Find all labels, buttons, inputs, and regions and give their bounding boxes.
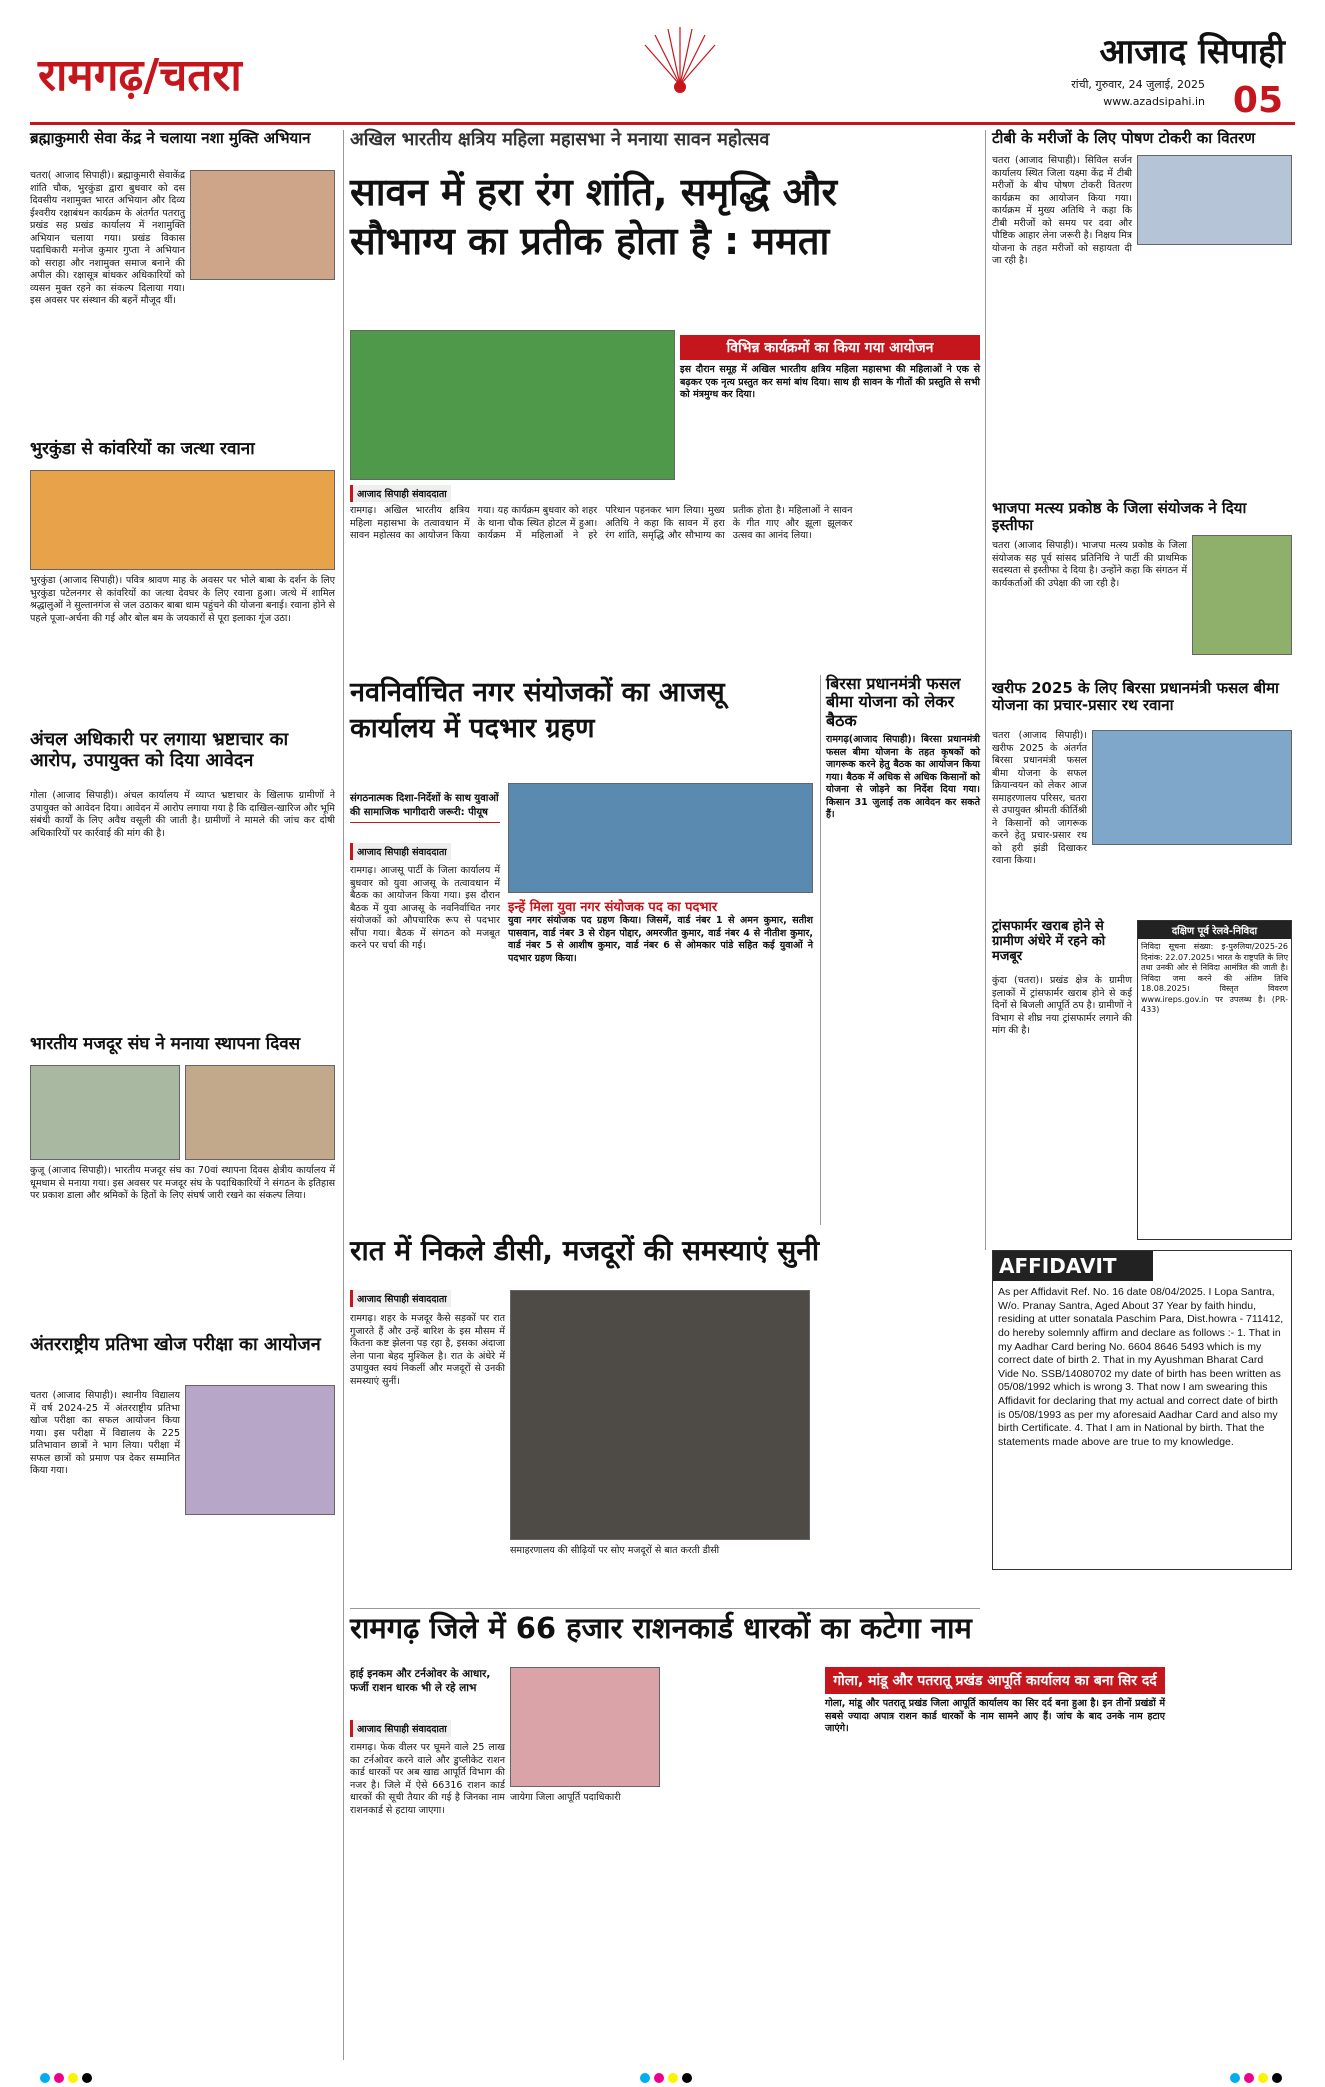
caption-night-dc: समाहरणालय की सीढ़ियों पर सोए मजदूरों से बात करती डीसी	[510, 1545, 720, 1556]
story-sawan	[350, 130, 980, 670]
column-left	[30, 130, 338, 2060]
headline-corruption: अंचल अधिकारी पर लगाया भ्रष्टाचार का आरोप, उपायुक्त को दिया आवेदन	[30, 729, 289, 771]
article-nasha-mukti-cont	[30, 285, 335, 435]
photo-ajsu	[508, 783, 813, 893]
sub-ajsu: संगठनात्मक दिशा-निर्देशों के साथ युवाओं की सामाजिक भागीदारी जरूरी: पीयूष	[350, 790, 500, 823]
article-night-dc-cont	[820, 1290, 980, 1595]
byline-night-dc: आजाद सिपाही संवाददाता	[350, 1290, 451, 1307]
color-registration-marks-right	[1230, 2068, 1286, 2087]
headline-mazdoor-sangh: भारतीय मजदूर संघ ने मनाया स्थापना दिवस	[30, 1034, 301, 1054]
photo-kharif-rath	[1092, 730, 1292, 845]
photo-mazdoor-sangh-1	[30, 1065, 180, 1160]
article-ajsu-cont	[508, 1055, 813, 1225]
headline-transformer: ट्रांसफार्मर खराब होने से ग्रामीण अंधेरे में रहने को मजबूर	[992, 919, 1106, 964]
article-fasal-bima: रामगढ़(आजाद सिपाही)। बिरसा प्रधानमंत्री फसल बीमा योजना के तहत कृषकों को जागरूक करने हेतु बैठक का आयोजन किया गया। बैठक में अधिक से अधिक किसानों को योजना से जोड़ने का निर्देश दिया गया। किसान 31 जुलाई तक आवेदन कर सकते हैं।	[826, 734, 980, 821]
headline-ajsu: नवनिर्वाचित नगर संयोजकों का आजसू कार्यालय में पदभार ग्रहण	[350, 677, 725, 745]
photo-kanwariya	[30, 470, 335, 570]
paper-name: आजाद सिपाही	[1099, 32, 1285, 72]
column-right	[992, 130, 1295, 2060]
photo-pratibha-khoj	[185, 1385, 335, 1515]
photo-brahmakumari	[190, 170, 335, 280]
photo-supply-officer	[510, 1667, 660, 1787]
photo-sawan-women	[350, 330, 675, 480]
headline-kanwar: भुरकुंडा से कांवरियों का जत्था रवाना	[30, 439, 255, 459]
photo-tb	[1137, 155, 1292, 245]
sidebar-fasal-bima	[820, 675, 980, 1225]
kicker-sawan: अखिल भारतीय क्षत्रिय महिला महासभा ने मनाया सावन महोत्सव	[350, 129, 770, 150]
box-gola-mandu-text: गोला, मांडू और पतरातू प्रखंड जिला आपूर्ति कार्यालय का सिर दर्द बना हुआ है। इन तीनों प्रखंडों में सबसे ज्यादा अपात्र राशन कार्ड धारकों के नाम सामने आए हैं। जांच के बाद उनके नाम हटाए जाएंगे।	[825, 1698, 1165, 1735]
photo-mazdoor-sangh-2	[185, 1065, 335, 1160]
article-tb: चतरा (आजाद सिपाही)। सिविल सर्जन कार्यालय स्थित जिला यक्ष्मा केंद्र में टीबी मरीजों के बीच पोषण टोकरी वितरण कार्यक्रम का आयोजन किया गया। कार्यक्रम में मुख्य अतिथि ने कहा कि टीबी मरीजों को समय पर दवा और पौष्टिक आहार लेना जरूरी है। निक्षय मित्र योजना के तहत मरीजों को सहायता दी जा रही है।	[992, 155, 1132, 267]
article-mazdoor-sangh: कुजू (आजाद सिपाही)। भारतीय मजदूर संघ का 70वां स्थापना दिवस क्षेत्रीय कार्यालय में धूमधाम से मनाया गया। इस अवसर पर मजदूर संघ के पदाधिकारियों ने संगठन के इतिहास पर प्रकाश डाला और श्रमिकों के हितों के लिए संघर्ष जारी रखने का संकल्प लिया।	[30, 1165, 335, 1202]
byline-sawan: आजाद सिपाही संवाददाता	[350, 485, 451, 502]
caption-title-ajsu: इन्हें मिला युवा नगर संयोजक पद का पदभार	[508, 900, 718, 915]
headline-kharif: खरीफ 2025 के लिए बिरसा प्रधानमंत्री फसल बीमा योजना का प्रचार-प्रसार रथ रवाना	[992, 679, 1279, 715]
article-sawan: रामगढ़। अखिल भारतीय क्षत्रिय महिला महासभा के तत्वावधान में सावन महोत्सव का आयोजन किया गया। यह कार्यक्रम बुधवार को शहर के थाना चौक स्थित होटल में हुआ। कार्यक्रम में महिलाओं ने हरे परिधान पहनकर भाग लिया। मुख्य अतिथि ने कहा कि सावन में हरा रंग शांति, समृद्धि और सौभाग्य का प्रतीक होता है। महिलाओं ने सावन के गीत गाए और झूला झूलकर उत्सव का आनंद लिया।	[350, 505, 853, 542]
article-transformer: कुंदा (चतरा)। प्रखंड क्षेत्र के ग्रामीण इलाकों में ट्रांसफार्मर खराब होने से कई दिनों से बिजली आपूर्ति ठप है। ग्रामीणों ने विभाग से शीघ्र नया ट्रांसफार्मर लगाने की मांग की है।	[992, 975, 1132, 1037]
headline-pratibha-khoj: अंतरराष्ट्रीय प्रतिभा खोज परीक्षा का आयोजन	[30, 1334, 321, 1355]
color-registration-marks	[40, 2068, 96, 2087]
website-url[interactable]: www.azadsipahi.in	[1103, 95, 1205, 108]
tender-text: निविदा सूचना संख्या: इ-पुरुलिया/2025-26 दिनांक: 22.07.2025। भारत के राष्ट्रपति के लिए तथा उनकी ओर से निविदा आमंत्रित की जाती है। निविदा जमा करने की अंतिम तिथि 18.08.2025। विस्तृत विवरण www.ireps.gov.in पर उपलब्ध है। (PR-433)	[1141, 942, 1288, 1015]
sub-ration: हाई इनकम और टर्नओवर के आधार, फर्जी राशन धारक भी ले रहे लाभ	[350, 1668, 491, 1694]
article-pratibha-khoj: चतरा (आजाद सिपाही)। स्थानीय विद्यालय में वर्ष 2024-25 में अंतरराष्ट्रीय प्रतिभा खोज परीक्षा का सफल आयोजन किया गया। इस परीक्षा में विद्यालय के 225 प्रतिभावान छात्रों ने भाग लिया। परीक्षा में सफल छात्रों को प्रमाण पत्र देकर सम्मानित किया गया।	[30, 1390, 180, 1477]
section-title: रामगढ़/चतरा	[38, 50, 242, 101]
photo-night-dc	[510, 1290, 810, 1540]
photo-bjp-leader	[1192, 535, 1292, 655]
caption-box-ajsu	[508, 897, 813, 1047]
sidebar-sawan	[680, 335, 980, 480]
tender-title: दक्षिण पूर्व रेलवे-निविदा	[1138, 921, 1291, 939]
affidavit-notice	[992, 1250, 1292, 1570]
affidavit-text: As per Affidavit Ref. No. 16 date 08/04/2025. I Lopa Santra, W/o. Pranay Santra, Aged About 37 Year by faith hindu, residing at utter sonatala Paschim Para, Dist.howra - 711412, do hereby solemnly affirm and declare as follows :- 1. That in my Aadhar Card bering No. 6604 8646 5493 which is my correct date of birth 2. That in my Ayushman Bharat Card Vide No. SSB/14080702 my date of birth has been written as 05/08/1992 which is wrong 3. That now I am swearing this Affidavit for declaring that my actual and correct date of birth is 05/08/1993 as per my aforesaid Aadhar Card and also my birth Certificate. 4. That I am in National by birth. That the statements made above are true to my knowledge.	[998, 1286, 1284, 1449]
page-number: 05	[1232, 80, 1283, 121]
article-night-dc: रामगढ़। शहर के मजदूर कैसे सड़कों पर रात गुजारते हैं और उन्हें बारिश के इस मौसम में कितना कष्ट झेलना पड़ रहा है, इसका अंदाजा लेना पाना बेहद मुश्किल है। रात के अंधेरे में उपायुक्त स्वयं निकलीं और मजदूरों से उनकी समस्याएं सुनीं।	[350, 1313, 505, 1387]
headline-night-dc: रात में निकले डीसी, मजदूरों की समस्याएं सुनी	[350, 1234, 820, 1267]
article-ajsu: रामगढ़। आजसू पार्टी के जिला कार्यालय में बुधवार को युवा आजसू के तत्वावधान में बैठक का आयोजन किया गया। इस दौरान बैठक में युवा आजसू के नवनिर्वाचित नगर संयोजकों को औपचारिक रूप से पदभार सौंपा गया। बैठक में संगठन को मजबूत करने पर चर्चा की गई।	[350, 865, 500, 952]
story-ajsu	[350, 675, 980, 1230]
masthead-rule	[30, 122, 1295, 125]
headline-fasal-bima: बिरसा प्रधानमंत्री फसल बीमा योजना को लेकर बैठक	[826, 674, 961, 730]
affidavit-title: AFFIDAVIT	[993, 1251, 1153, 1281]
byline-ration: आजाद सिपाही संवाददाता	[350, 1720, 451, 1737]
caption-text-ajsu: युवा नगर संयोजक पद ग्रहण किया। जिसमें, वार्ड नंबर 1 से अमन कुमार, सतीश पासवान, वार्ड नंबर 3 से रोहन पोद्दार, अमरजीत कुमार, वार्ड नंबर 4 से नीतीश कुमार, वार्ड नंबर 5 से आशीष कुमार, वार्ड नंबर 6 से ओमकार पांडे सहित कई युवाओं ने पदभार ग्रहण किया।	[508, 915, 813, 964]
dateline: रांची, गुरुवार, 24 जुलाई, 2025	[1071, 78, 1205, 91]
headline-sawan: सावन में हरा रंग शांति, समृद्धि और सौभाग्य का प्रतीक होता है : ममता	[350, 170, 837, 264]
tender-notice	[1137, 920, 1292, 1240]
article-kharif: चतरा (आजाद सिपाही)। खरीफ 2025 के अंतर्गत बिरसा प्रधानमंत्री फसल बीमा योजना के सफल क्रियान्वयन को लेकर आज समाहरणालय परिसर, चतरा से उपायुक्त श्रीमती कीर्तिश्री ने किसानों को जागरूक करने हेतु प्रचार-प्रसार रथ को हरी झंडी दिखाकर रवाना किया।	[992, 730, 1087, 867]
byline-ajsu: आजाद सिपाही संवाददाता	[350, 843, 451, 860]
headline-nasha-mukti: ब्रह्माकुमारी सेवा केंद्र ने चलाया नशा मुक्ति अभियान	[30, 129, 311, 147]
article-ration: रामगढ़। फेक वीलर पर घूमने वाले 25 लाख का टर्नओवर करने वाले और डुप्लीकेट राशन कार्ड धारकों पर अब खाद्य आपूर्ति विभाग की नजर है। जिले में ऐसे 66316 राशन कार्ड धारकों की सूची तैयार की गई है जिनका नाम राशनकार्ड से हटाया जाएगा।	[350, 1742, 505, 1816]
headline-bjp-resign: भाजपा मत्स्य प्रकोष्ठ के जिला संयोजक ने दिया इस्तीफा	[992, 499, 1247, 535]
headline-tb: टीबी के मरीजों के लिए पोषण टोकरी का वितरण	[992, 129, 1256, 147]
sidebar-sawan-title: विभिन्न कार्यक्रमों का किया गया आयोजन	[680, 335, 980, 360]
masthead	[30, 25, 1295, 125]
caption-supply-officer: जायेगा जिला आपूर्ति पदाधिकारी	[510, 1792, 621, 1803]
headline-ration: रामगढ़ जिले में 66 हजार राशनकार्ड धारकों का कटेगा नाम	[350, 1611, 972, 1645]
box-gola-mandu-title: गोला, मांडू और पतरातू प्रखंड आपूर्ति कार्यालय का बना सिर दर्द	[825, 1667, 1165, 1694]
article-bjp-resign: चतरा (आजाद सिपाही)। भाजपा मत्स्य प्रकोष्ठ के जिला संयोजक सह पूर्व सांसद प्रतिनिधि ने पार्टी की प्राथमिक सदस्यता से इस्तीफा दे दिया है। उन्होंने कहा कि संगठन में कार्यकर्ताओं की उपेक्षा की जा रही है।	[992, 540, 1187, 589]
article-nasha-mukti: चतरा( आजाद सिपाही)। ब्रह्माकुमारी सेवाकेंद्र शांति चौक, भुरकुंडा द्वारा बुधवार को दस दिवसीय नशामुक्त भारत अभियान और दिव्य ईश्वरीय रक्षाबंधन कार्यक्रम के अंतर्गत पतरातु प्रखंड सह प्रखंड कार्यालय में नशामुक्ति अभियान चलाया गया। प्रखंड विकास पदाधिकारी मनोज कुमार गुप्ता ने अभियान को सराहा और नशामुक्त समाज बनाने की अपील की। रक्षासूत्र बांधकर अधिकारियों को व्यसन मुक्त रहने का संकल्प दिलाया गया। इस अवसर पर संस्थान की बहनें मौजूद थीं।	[30, 170, 185, 307]
color-registration-marks-center	[640, 2068, 696, 2087]
article-corruption: गोला (आजाद सिपाही)। अंचल कार्यालय में व्याप्त भ्रष्टाचार के खिलाफ ग्रामीणों ने उपायुक्त को आवेदन दिया। आवेदन में आरोप लगाया गया है कि दाखिल-खारिज और भूमि संबंधी कार्यों के लिए अवैध वसूली की जाती है। ग्रामीणों ने मामले की जांच कर दोषी अधिकारियों पर कार्रवाई की मांग की है।	[30, 790, 335, 839]
ornament-icon	[640, 25, 720, 95]
article-kanwar: भुरकुंडा (आजाद सिपाही)। पवित्र श्रावण माह के अवसर पर भोले बाबा के दर्शन के लिए भुरकुंडा पटेलनगर से कांवरियों का जत्था देवघर के लिए रवाना हुआ। जत्थे में शामिल श्रद्धालुओं ने सुल्तानगंज से जल उठाकर बाबा धाम पहुंचने की योजना बनाई। रवाना होने से पहले पूजा-अर्चना की गई और बोल बम के जयकारों से पूरा इलाका गूंज उठा।	[30, 575, 335, 624]
article-ration-cont	[668, 1667, 818, 2052]
story-night-dc	[350, 1235, 980, 1635]
sidebar-sawan-text: इस दौरान समूह में अखिल भारतीय क्षत्रिय महिला महासभा की महिलाओं ने एक से बढ़कर एक नृत्य प्रस्तुत कर समां बांध दिया। साथ ही सावन के गीतों की प्रस्तुति से सभी को मंत्रमुग्ध कर दिया।	[680, 364, 980, 401]
